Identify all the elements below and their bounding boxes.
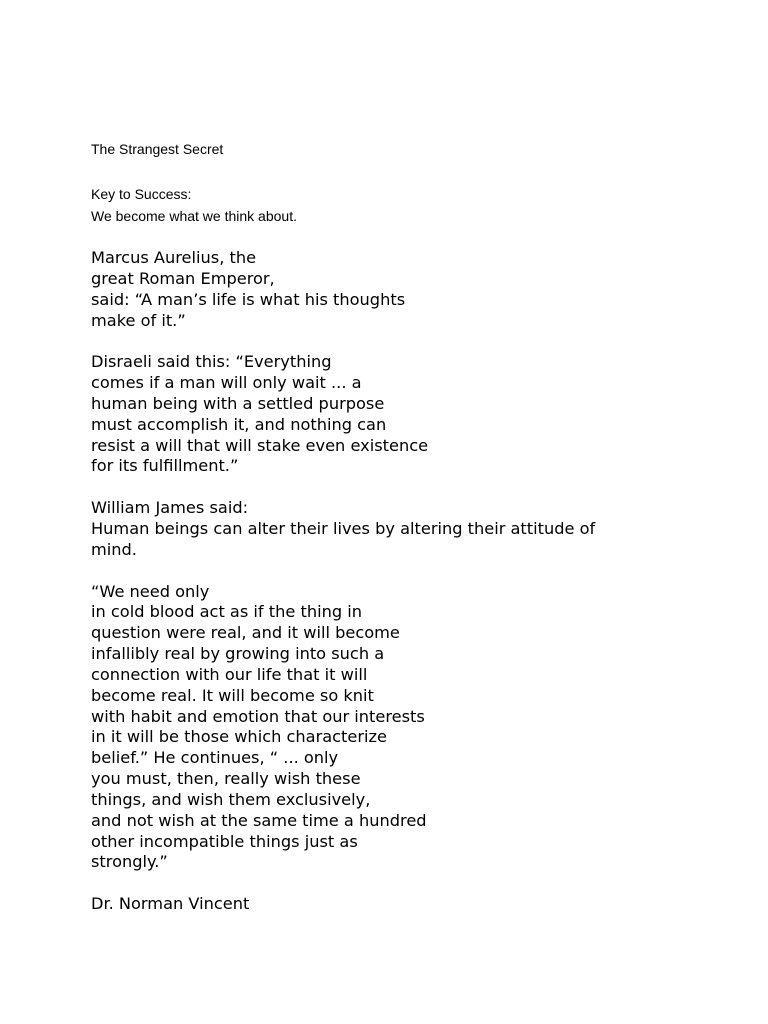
text-line: resist a will that will stake even existence bbox=[91, 435, 429, 455]
text-line: question were real, and it will become bbox=[91, 623, 400, 643]
paragraph-william-james bbox=[91, 498, 595, 561]
paragraph-norman-vincent bbox=[91, 894, 595, 915]
text-line: belief.” He continues, “ ... only bbox=[91, 748, 339, 768]
key-label: Key to Success: bbox=[91, 186, 192, 202]
text-line: with habit and emotion that our interests bbox=[91, 706, 425, 726]
text-line: and not wish at the same time a hundred bbox=[91, 810, 427, 830]
text-line: Human beings can alter their lives by altering their attitude of bbox=[91, 518, 596, 538]
paragraph-disraeli bbox=[91, 352, 595, 477]
text-line: infallibly real by growing into such a bbox=[91, 644, 385, 664]
text-line: in cold blood act as if the thing in bbox=[91, 602, 363, 622]
paragraph-quote bbox=[91, 582, 595, 874]
text-line: human being with a settled purpose bbox=[91, 393, 385, 413]
text-line: great Roman Emperor, bbox=[91, 268, 275, 288]
text-line: things, and wish them exclusively, bbox=[91, 789, 371, 809]
text-line: said: “A man’s life is what his thoughts bbox=[91, 289, 406, 309]
text-line: mind. bbox=[91, 539, 137, 559]
text-line: for its fulfillment.” bbox=[91, 456, 239, 476]
text-line: other incompatible things just as bbox=[91, 831, 358, 851]
text-line: in it will be those which characterize bbox=[91, 727, 387, 747]
document-title: The Strangest Secret bbox=[91, 141, 224, 157]
text-line: you must, then, really wish these bbox=[91, 769, 361, 789]
document-body bbox=[91, 248, 595, 936]
text-line: comes if a man will only wait ... a bbox=[91, 373, 362, 393]
text-line: Marcus Aurelius, the bbox=[91, 248, 257, 267]
text-line: Dr. Norman Vincent bbox=[91, 894, 250, 914]
text-line: strongly.” bbox=[91, 852, 168, 872]
text-line: “We need only bbox=[91, 581, 210, 601]
text-line: Disraeli said this: “Everything bbox=[91, 352, 332, 372]
text-line: must accomplish it, and nothing can bbox=[91, 414, 387, 434]
text-line: become real. It will become so knit bbox=[91, 685, 374, 705]
paragraph-marcus-aurelius bbox=[91, 248, 595, 331]
text-line: William James said: bbox=[91, 498, 249, 518]
text-line: connection with our life that it will bbox=[91, 664, 368, 684]
text-line: make of it.” bbox=[91, 310, 186, 330]
tagline: We become what we think about. bbox=[91, 208, 297, 224]
